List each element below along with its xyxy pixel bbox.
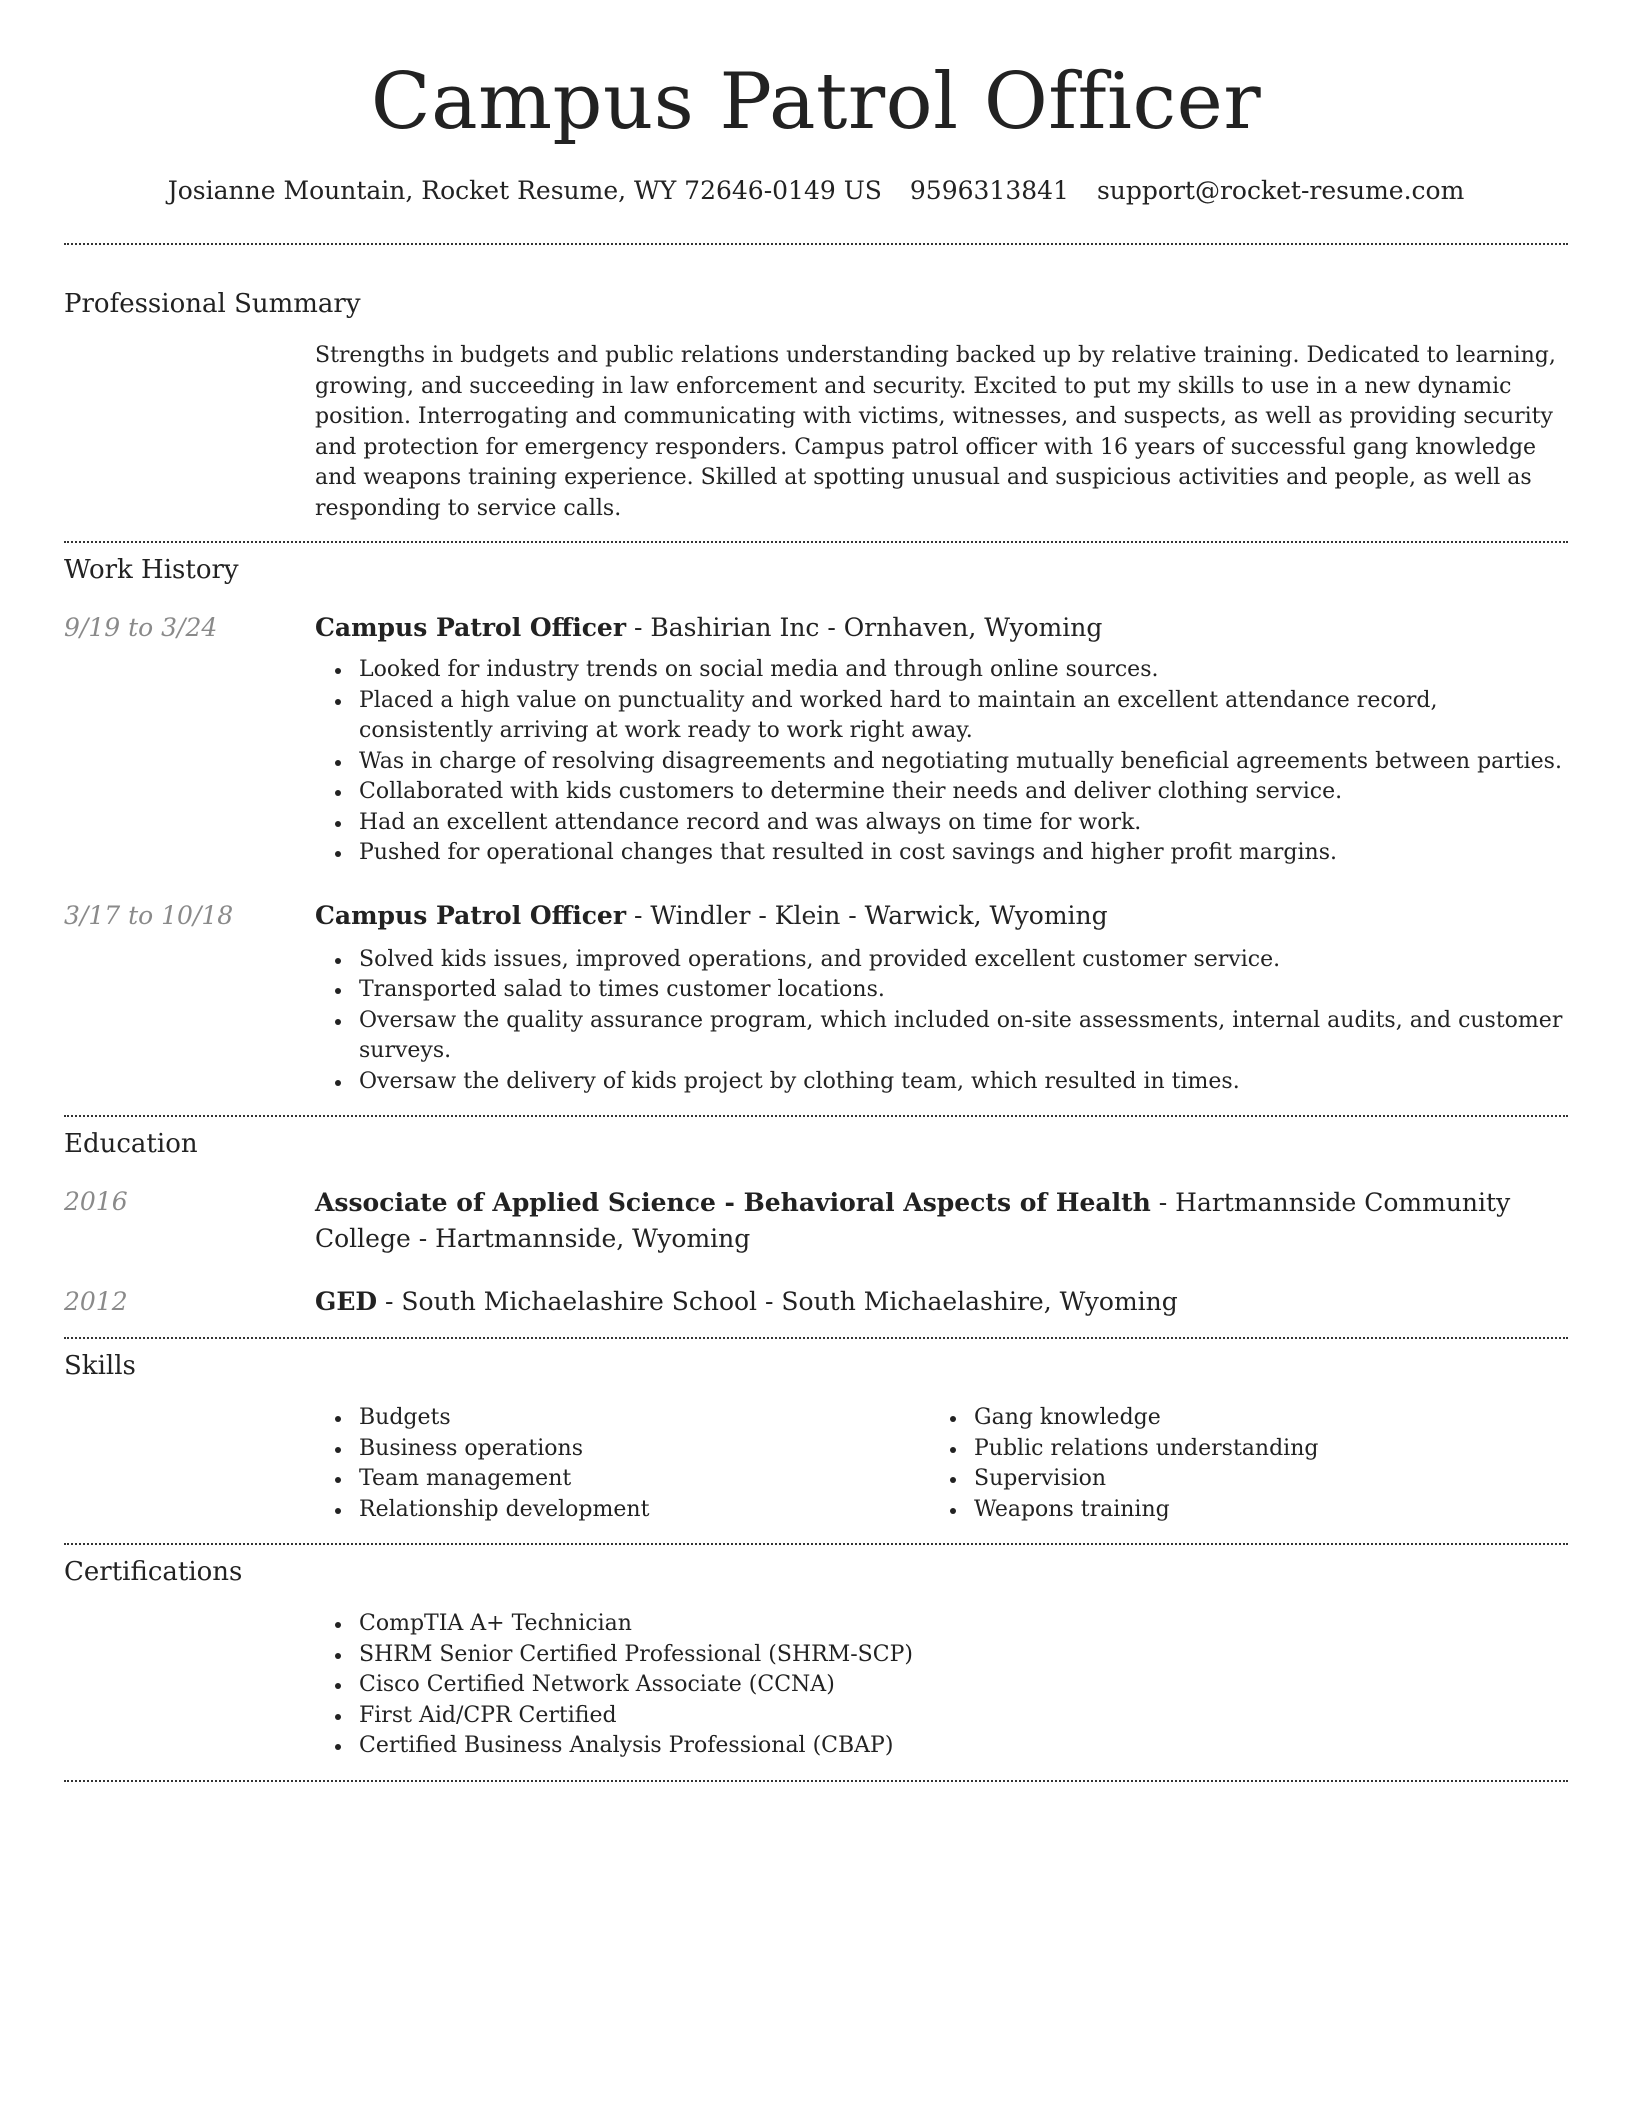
summary-row: [64, 341, 1568, 524]
skill-item: Public relations understanding: [974, 1434, 1545, 1465]
education-heading: Education: [64, 1129, 198, 1159]
section-divider: [64, 541, 1568, 543]
skills-column-right: [930, 1403, 1545, 1525]
job-employer: - Bashirian Inc - Ornhaven, Wyoming: [626, 613, 1103, 642]
skills-row: [64, 1403, 1568, 1525]
education-title: [315, 1285, 1568, 1319]
education-details: [315, 1285, 1568, 1319]
list-item: Was in charge of resolving disagreements and negotiating mutually beneficial agreements between parties.: [359, 747, 1568, 778]
skills-list: [315, 1403, 930, 1525]
job-employer: - Windler - Klein - Warwick, Wyoming: [626, 900, 1108, 930]
job-details: [315, 899, 1568, 1098]
skills-columns: [315, 1403, 1568, 1525]
list-item: Transported salad to times customer locations.: [359, 975, 1568, 1006]
list-item: Looked for industry trends on social media and through online sources.: [359, 655, 1568, 686]
section-divider: [64, 243, 1568, 245]
skills-body: [315, 1403, 1568, 1525]
skill-item: Weapons training: [974, 1495, 1545, 1526]
job-title: [315, 611, 1568, 645]
certifications-row: [64, 1609, 1568, 1762]
education-degree: GED: [315, 1287, 378, 1316]
skill-item: Team management: [359, 1464, 930, 1495]
section-divider: [64, 1543, 1568, 1545]
job-duties-list: [315, 945, 1568, 1098]
list-item: Pushed for operational changes that resulted in cost savings and higher profit margins.: [359, 838, 1568, 869]
job-details: [315, 611, 1568, 869]
education-year: 2016: [64, 1187, 128, 1216]
job-title: [315, 899, 1568, 933]
job-position: Campus Patrol Officer: [315, 613, 626, 642]
certification-item: Cisco Certified Network Associate (CCNA): [359, 1670, 1568, 1701]
page-title: Campus Patrol Officer: [370, 57, 1262, 147]
section-divider: [64, 1337, 1568, 1339]
skill-item: Business operations: [359, 1434, 930, 1465]
skill-item: Budgets: [359, 1403, 930, 1434]
certification-item: First Aid/CPR Certified: [359, 1701, 1568, 1732]
summary-left-spacer: [64, 341, 315, 524]
certifications-list: [315, 1609, 1568, 1762]
skills-left-spacer: [64, 1403, 315, 1525]
certification-item: CompTIA A+ Technician: [359, 1609, 1568, 1640]
list-item: Solved kids issues, improved operations, and provided excellent customer service.: [359, 945, 1568, 976]
certification-item: Certified Business Analysis Professional (CBAP): [359, 1731, 1568, 1762]
skill-item: Supervision: [974, 1464, 1545, 1495]
education-entry: [64, 1285, 1568, 1319]
certifications-body: [315, 1609, 1568, 1762]
education-title: [315, 1185, 1568, 1257]
job-entry: [64, 611, 1568, 869]
list-item: Oversaw the delivery of kids project by clothing team, which resulted in times.: [359, 1067, 1568, 1098]
summary-body: [315, 341, 1568, 524]
skills-column-left: [315, 1403, 930, 1525]
skills-list: [930, 1403, 1545, 1525]
job-duties-list: [315, 655, 1568, 869]
contact-phone: 9596313841: [909, 176, 1069, 205]
skill-item: Gang knowledge: [974, 1403, 1545, 1434]
list-item: Oversaw the quality assurance program, which included on-site assessments, internal audits, and customer surveys.: [359, 1006, 1568, 1067]
education-school: - South Michaelashire School - South Michaelashire, Wyoming: [377, 1287, 1178, 1316]
summary-text: Strengths in budgets and public relations understanding backed up by relative training. Dedicated to learning, growing, and succeeding in law enforcement and security. Excited to put my skills to use in a new dynamic position. Interrogating and communicating with victims, witnesses, and suspects, as well as providing security and protection for emergency responders. Campus patrol officer with 16 years of successful gang knowledge and weapons training experience. Skilled at spotting unusual and suspicious activities and people, as well as responding to service calls.: [315, 343, 1556, 521]
job-entry: [64, 899, 1568, 1098]
summary-heading: Professional Summary: [64, 289, 361, 319]
job-dates: 3/17 to 10/18: [64, 900, 234, 930]
certification-item: SHRM Senior Certified Professional (SHRM-SCP): [359, 1640, 1568, 1671]
resume-header: [64, 0, 1568, 208]
skills-heading: Skills: [64, 1351, 136, 1381]
education-details: [315, 1185, 1568, 1257]
certifications-left-spacer: [64, 1609, 315, 1762]
section-divider: [64, 1115, 1568, 1117]
contact-line: [64, 174, 1568, 208]
education-entry: [64, 1185, 1568, 1257]
job-dates: 9/19 to 3/24: [64, 613, 218, 642]
job-position: Campus Patrol Officer: [315, 900, 626, 930]
section-divider: [64, 1780, 1568, 1782]
education-year: 2012: [64, 1287, 128, 1316]
list-item: Collaborated with kids customers to determine their needs and deliver clothing service.: [359, 777, 1568, 808]
contact-email: support@rocket-resume.com: [1096, 176, 1465, 205]
list-item: Placed a high value on punctuality and worked hard to maintain an excellent attendance record, consistently arriving at work ready to work right away.: [359, 686, 1568, 747]
education-degree: Associate of Applied Science - Behavioral Aspects of Health: [315, 1188, 1151, 1217]
skill-item: Relationship development: [359, 1495, 930, 1526]
contact-address: Josianne Mountain, Rocket Resume, WY 72646-0149 US: [167, 176, 882, 205]
list-item: Had an excellent attendance record and was always on time for work.: [359, 808, 1568, 839]
education-school: - Hartmannside Community College - Hartmannside, Wyoming: [315, 1188, 1511, 1253]
work-heading: Work History: [64, 555, 239, 585]
certifications-heading: Certifications: [64, 1557, 243, 1587]
